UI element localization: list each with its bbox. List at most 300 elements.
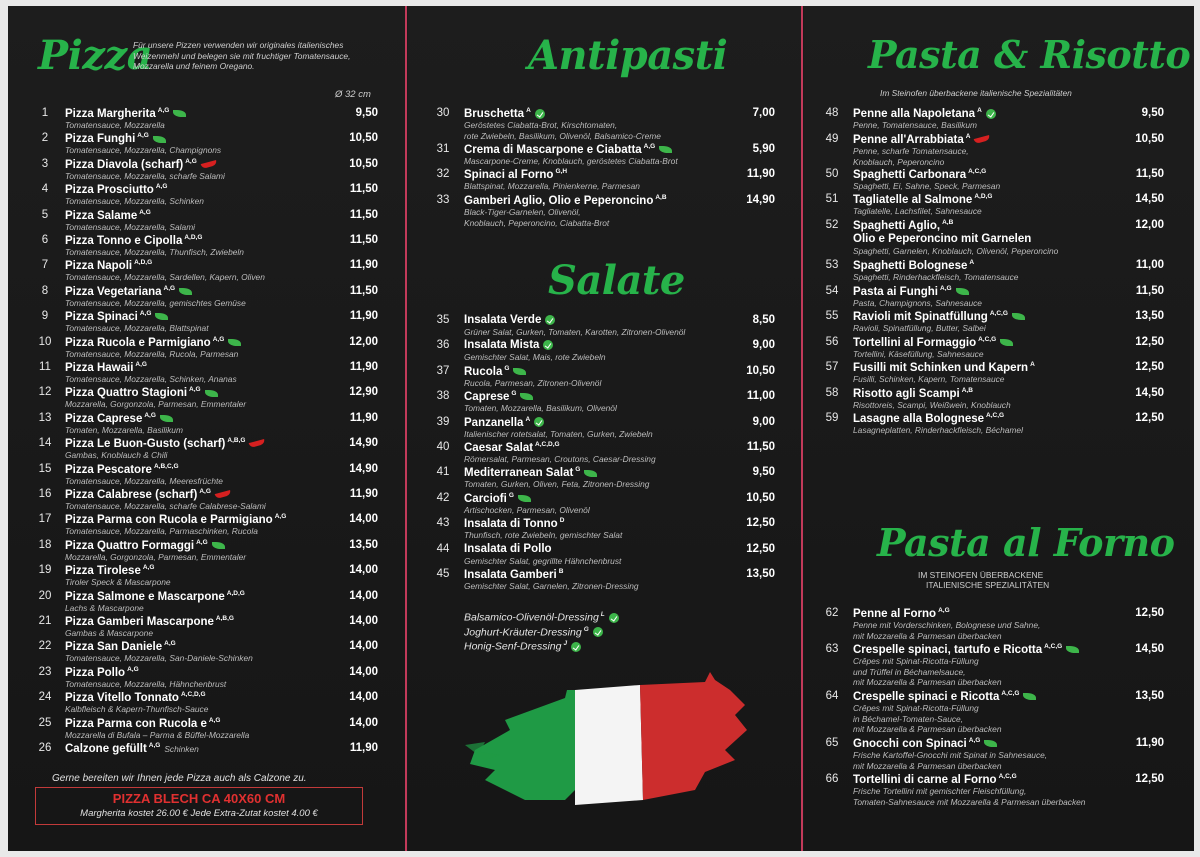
- leaf-icon: [1066, 646, 1079, 653]
- allergen-codes: A,G: [139, 208, 151, 216]
- item-name-text: Crespelle spinaci, tartufo e Ricotta: [853, 643, 1043, 656]
- leaf-icon: [518, 495, 531, 502]
- item-name-text: Pizza Parma con Rucola e Parmigiano: [65, 514, 273, 527]
- item-name-text: Spaghetti Bolognese: [853, 259, 968, 272]
- item-price: 13,50: [1135, 310, 1164, 322]
- item-number: 45: [436, 568, 450, 580]
- allergen-codes: A,G: [164, 640, 176, 648]
- item-name-text: Carciofi: [464, 492, 507, 505]
- chili-icon: [215, 490, 232, 499]
- item-description: Crêpes mit Spinat-Ricotta-Füllung: [853, 703, 979, 713]
- item-description: Tomatensauce, Mozzarella: [65, 120, 165, 130]
- item-name: [464, 466, 597, 479]
- allergen-codes: A,C,G: [989, 310, 1008, 317]
- item-price: 14,00: [349, 691, 378, 704]
- item-price: 11,90: [349, 742, 378, 754]
- allergen-codes: A,C,G: [1044, 643, 1063, 650]
- item-price: 10,50: [746, 364, 775, 377]
- allergen-codes: A: [977, 107, 982, 114]
- item-name-text: Pizza Vitello Tonnato: [65, 692, 179, 705]
- item-name-text: Tortellini al Formaggio: [853, 336, 977, 349]
- leaf-icon: [520, 393, 533, 400]
- item-name-text: Pizza Quattro Formaggi: [65, 539, 195, 552]
- item-price: 13,50: [746, 568, 775, 580]
- item-number: 32: [436, 168, 450, 180]
- item-number: 22: [38, 640, 52, 653]
- item-number: 42: [436, 491, 450, 504]
- chili-icon: [200, 160, 217, 169]
- item-price: 9,50: [1141, 107, 1164, 119]
- pizza-title: Pizza: [38, 32, 153, 79]
- item-number: 54: [825, 285, 839, 297]
- item-price: 11,90: [349, 361, 378, 373]
- item-name: [464, 365, 526, 378]
- item-description: Tomatensauce, Mozzarella, scharfe Salami: [65, 170, 225, 181]
- allergen-codes: A,G: [940, 285, 952, 292]
- vegan-icon: [986, 109, 996, 119]
- item-price: 10,50: [349, 132, 378, 145]
- vegan-icon: [593, 627, 603, 637]
- allergen-codes: A,B,G: [227, 437, 246, 445]
- item-price: 11,50: [349, 234, 378, 246]
- allergen-codes: A,B,G: [215, 615, 234, 622]
- item-description: Tomatensauce, Mozzarella, San-Daniele-Schinken: [65, 653, 253, 664]
- item-number: 23: [38, 665, 52, 678]
- item-description: Gambas & Mascarpone: [65, 628, 153, 638]
- item-name: [65, 361, 147, 374]
- item-description: Mascarpone-Creme, Knoblauch, geröstetes Ciabatta-Brot: [464, 156, 678, 166]
- item-number: 63: [825, 643, 839, 655]
- item-name: [65, 310, 168, 323]
- item-price: 10,50: [1135, 133, 1164, 145]
- leaf-icon: [513, 368, 526, 375]
- item-description: Gemischter Salat, Garnelen, Zitronen-Dressing: [464, 581, 639, 591]
- item-name-text: Caesar Salat: [464, 441, 534, 454]
- item-name: [853, 219, 953, 232]
- item-number: 12: [38, 386, 52, 399]
- item-number: 43: [436, 517, 450, 530]
- item-description: Tortellini, Käsefüllung, Sahnesauce: [853, 349, 984, 359]
- allergen-codes: A,G: [212, 335, 225, 343]
- chili-icon: [249, 439, 266, 448]
- leaf-icon: [1023, 693, 1036, 700]
- item-name: [853, 607, 950, 620]
- item-name-text: Pizza Hawaii: [65, 361, 134, 374]
- item-price: 11,90: [349, 259, 378, 272]
- item-name: [65, 107, 186, 120]
- item-description: Römersalat, Parmesan, Croutons, Caesar-Dressing: [464, 454, 656, 464]
- antipasti-title: Antipasti: [528, 32, 728, 79]
- allergen-codes: A,G: [139, 310, 152, 318]
- leaf-icon: [584, 470, 597, 477]
- item-name-text: Penne all'Arrabbiata: [853, 133, 964, 146]
- item-price: 11,50: [746, 441, 775, 453]
- item-price: 14,00: [349, 564, 378, 577]
- item-name-text: Insalata Mista: [464, 339, 540, 352]
- item-name: [853, 133, 990, 146]
- item-name: [65, 640, 176, 653]
- leaf-icon: [956, 288, 969, 295]
- item-description: in Béchamel-Tomaten-Sauce,: [853, 713, 964, 724]
- item-price: 12,50: [1135, 336, 1164, 348]
- item-description: Tomatensauce, Mozzarella, scharfe Calabrese-Salami: [65, 501, 266, 511]
- item-price: 5,90: [752, 143, 775, 155]
- item-price: 9,50: [355, 107, 378, 119]
- item-price: 11,90: [746, 168, 775, 180]
- allergen-codes: G: [504, 364, 510, 372]
- pizza-size-label: Ø 32 cm: [335, 89, 371, 100]
- item-description: Knoblauch, Peperoncino: [853, 156, 945, 167]
- item-description: Spaghetti, Rinderhackfleisch, Tomatensauce: [853, 272, 1019, 282]
- vegan-icon: [571, 642, 581, 652]
- item-name-text: Crema di Mascarpone e Ciabatta: [464, 143, 642, 156]
- item-description: Knoblauch, Peperoncino, Ciabatta-Brot: [464, 217, 610, 228]
- item-number: 9: [41, 310, 49, 323]
- item-name-text: Pizza Margherita: [65, 107, 156, 120]
- item-price: 12,50: [1135, 412, 1164, 424]
- item-description: Gambas, Knoblauch & Chili: [65, 450, 168, 461]
- allergen-codes: A,G: [643, 143, 656, 150]
- allergen-codes: A: [1030, 361, 1035, 368]
- item-description: Mozzarella, Gorgonzola, Parmesan, Emmentaler: [65, 551, 247, 562]
- item-number: 13: [38, 411, 52, 424]
- item-name-text: Pizza Caprese: [65, 412, 143, 425]
- item-name: [853, 773, 1017, 786]
- item-number: 55: [825, 310, 839, 322]
- vegan-icon: [545, 315, 555, 325]
- item-number: 39: [436, 415, 450, 428]
- item-description: Tomaten, Mozzarella, Basilikum: [65, 424, 183, 435]
- item-number: 6: [41, 234, 49, 246]
- item-name-text: Tortellini di carne al Forno: [853, 773, 997, 786]
- item-name-text: Pizza Spinaci: [65, 311, 138, 324]
- item-description: Lasagneplatten, Rinderhackfleisch, Béchamel: [853, 425, 1023, 435]
- item-number: 64: [825, 690, 839, 702]
- allergen-codes: A: [525, 415, 531, 423]
- vegan-icon: [535, 109, 545, 119]
- item-description: Fusilli, Schinken, Kapern, Tomatensauce: [853, 374, 1005, 384]
- item-name-text: Pizza Quattro Stagioni: [65, 387, 188, 400]
- item-price: 14,50: [1135, 387, 1164, 399]
- item-description: Tomatensauce, Mozzarella, Champignons: [65, 145, 222, 156]
- item-name: [65, 285, 192, 298]
- allergen-codes: A,C,G: [986, 412, 1005, 419]
- item-description: Risottoreis, Scampi, Weißwein, Knoblauch: [853, 400, 1011, 410]
- item-name: [464, 168, 567, 181]
- item-name-text: Pasta ai Funghi: [853, 285, 938, 298]
- leaf-icon: [984, 740, 997, 747]
- item-name-text: Spinaci al Forno: [464, 168, 554, 181]
- item-description: mit Mozzarella & Parmesan überbacken: [853, 760, 1002, 771]
- item-description: mit Mozzarella & Parmesan überbacken: [853, 677, 1002, 687]
- item-name: [65, 412, 173, 425]
- item-number: 17: [38, 513, 52, 526]
- item-number: 21: [38, 615, 52, 627]
- item-description: Tomaten, Gurken, Oliven, Feta, Zitronen-Dressing: [464, 479, 650, 490]
- allergen-codes: A,B: [961, 387, 973, 394]
- item-name-text: Fusilli mit Schinken und Kapern: [853, 361, 1029, 374]
- vegan-icon: [543, 340, 553, 350]
- item-name-text: Insalata di Pollo: [464, 542, 552, 555]
- item-name-text: Pizza Gamberi Mascarpone: [65, 615, 214, 628]
- allergen-codes: J: [563, 640, 568, 647]
- allergen-codes: A,G: [274, 513, 287, 521]
- item-name-text: Lasagne alla Bolognese: [853, 412, 985, 425]
- allergen-codes: A,G: [968, 737, 981, 744]
- allergen-codes: A,B: [942, 219, 954, 226]
- item-number: 49: [825, 133, 839, 145]
- item-name-text: Risotto agli Scampi: [853, 387, 960, 400]
- item-description: Blattspinat, Mozzarella, Pinienkerne, Parmesan: [464, 181, 640, 191]
- allergen-codes: A,G: [135, 361, 147, 368]
- item-description: Mozzarella di Bufala – Parma & Büffel-Mozzarella: [65, 729, 250, 740]
- item-name: [65, 615, 234, 628]
- pizza-intro: Für unsere Pizzen verwenden wir originales italienisches Weizenmehl und belegen sie mit fruchtiger Tomatensauce, Mozzarella und feinem Oregano.: [133, 40, 351, 71]
- item-name-text: Pizza Tonno e Cipolla: [65, 234, 183, 247]
- chili-icon: [974, 135, 991, 144]
- item-name-text: Pizza Diavola (scharf): [65, 158, 184, 171]
- item-number: 30: [436, 107, 450, 119]
- item-number: 53: [825, 259, 839, 271]
- item-number: 35: [436, 314, 450, 326]
- item-number: 11: [39, 361, 51, 373]
- item-description: Tomatensauce, Mozzarella, Thunfisch, Zwiebeln: [65, 247, 244, 257]
- leaf-icon: [659, 146, 672, 153]
- allergen-codes: A,C,G: [968, 168, 987, 175]
- item-price: 14,00: [349, 589, 378, 602]
- item-price: 13,50: [1135, 690, 1164, 702]
- item-price: 14,00: [349, 640, 378, 653]
- leaf-icon: [1012, 313, 1025, 320]
- item-description: Thunfisch, rote Zwiebeln, gemischter Salat: [464, 530, 623, 541]
- item-price: 11,50: [349, 208, 378, 221]
- item-price: 8,50: [752, 314, 775, 326]
- item-price: 14,00: [349, 665, 378, 678]
- item-name: [464, 441, 560, 454]
- item-number: 50: [825, 168, 839, 180]
- item-number: 3: [41, 157, 49, 170]
- item-price: 12,50: [1135, 607, 1164, 619]
- allergen-codes: G: [511, 390, 517, 398]
- item-price: 12,00: [1135, 219, 1164, 231]
- item-number: 18: [38, 538, 52, 551]
- item-description: Tomatensauce, Mozzarella, Salami: [65, 221, 196, 232]
- item-price: 14,50: [1135, 193, 1164, 205]
- pasta-title: Pasta & Risotto: [868, 32, 1191, 77]
- item-number: 8: [41, 284, 49, 297]
- item-name-text: Spaghetti Carbonara: [853, 168, 967, 181]
- allergen-codes: A,G: [163, 284, 176, 292]
- item-name-text: Penne al Forno: [853, 607, 937, 620]
- item-description: Geröstetes Ciabatta-Brot, Kirschtomaten,: [464, 120, 618, 130]
- item-description: Tomatensauce, Mozzarella, Parmaschinken, Rucola: [65, 526, 258, 537]
- item-number: 44: [436, 542, 450, 555]
- allergen-codes: G,H: [555, 168, 568, 175]
- item-price: 14,00: [349, 615, 378, 627]
- allergen-codes: A,C,D,G: [180, 691, 206, 699]
- item-number: 40: [436, 441, 450, 453]
- item-description: Tomatensauce, Mozzarella, Rucola, Parmesan: [65, 348, 239, 359]
- item-name: [853, 107, 996, 120]
- italian-flag-graphic: [465, 660, 755, 810]
- item-name: [464, 492, 531, 505]
- item-name-text: Pizza Napoli: [65, 260, 133, 273]
- item-description: Penne mit Vorderschinken, Bolognese und Sahne,: [853, 620, 1041, 630]
- item-name: [65, 386, 218, 399]
- item-number: 51: [825, 193, 839, 205]
- allergen-codes: A,C,G: [1001, 690, 1020, 697]
- item-number: 58: [825, 387, 839, 399]
- vegan-icon: [534, 417, 544, 427]
- allergen-codes: A,C,G: [978, 336, 997, 343]
- item-number: 57: [825, 361, 839, 373]
- allergen-codes: G: [508, 491, 514, 499]
- allergen-codes: A,G: [189, 386, 201, 394]
- item-name-text: Pizza Le Buon-Gusto (scharf): [65, 438, 226, 451]
- item-number: 36: [436, 339, 450, 352]
- item-price: 7,00: [752, 107, 775, 119]
- forno-subtitle-1: IM STEINOFEN ÜBERBACKENE: [918, 570, 1044, 580]
- dressing-item: [464, 611, 619, 624]
- leaf-icon: [228, 339, 241, 346]
- item-number: 15: [38, 462, 52, 475]
- item-description: Tomatensauce, Mozzarella, Schinken: [65, 196, 204, 207]
- item-name: [853, 193, 992, 206]
- item-description: mit Mozzarella & Parmesan überbacken: [853, 630, 1002, 641]
- item-description: Spaghetti, Ei, Sahne, Speck, Parmesan: [853, 181, 1001, 191]
- allergen-codes: G: [575, 466, 581, 474]
- allergen-codes: A,G: [185, 157, 197, 165]
- item-description: Tagliatelle, Lachsfilet, Sahnesauce: [853, 206, 982, 216]
- item-number: 4: [41, 183, 49, 196]
- item-price: 12,50: [746, 517, 775, 530]
- item-name: [853, 361, 1035, 374]
- item-name-text: Crespelle spinaci e Ricotta: [853, 690, 1000, 703]
- item-price: 11,50: [349, 284, 378, 297]
- item-description: Penne, Tomatensauce, Basilikum: [853, 120, 977, 130]
- item-description: Pasta, Champignons, Sahnesauce: [853, 298, 982, 308]
- allergen-codes: A: [526, 107, 531, 114]
- allergen-codes: A,G: [199, 488, 211, 495]
- item-name: [464, 517, 564, 530]
- item-price: 14,90: [349, 462, 378, 475]
- item-name-text: Pizza Pollo: [65, 666, 126, 679]
- item-name: [853, 168, 986, 181]
- item-name-text: Pizza Salame: [65, 209, 138, 222]
- item-name: [65, 717, 220, 730]
- item-name: [65, 463, 179, 476]
- item-number: 16: [38, 488, 52, 500]
- allergen-codes: A,D,G: [974, 193, 993, 200]
- item-number: 41: [436, 466, 450, 479]
- allergen-codes: A,G: [155, 183, 168, 191]
- item-description: Ravioli, Spinatfüllung, Butter, Salbei: [853, 323, 986, 333]
- item-name-text: Bruschetta: [464, 107, 525, 120]
- item-description: Tiroler Speck & Mascarpone: [65, 577, 171, 588]
- item-number: 65: [825, 737, 839, 749]
- pizza-blech-title: PIZZA BLECH CA 40X60 CM: [112, 791, 286, 806]
- dressing-name: Balsamico-Olivenöl-Dressing: [464, 611, 599, 624]
- item-name: [464, 194, 667, 207]
- item-description: Frische Tortellini mit gemischter Fleischfüllung,: [853, 786, 1027, 796]
- allergen-codes: A,D,G: [226, 589, 245, 597]
- item-description: rote Zwiebeln, Basilikum, Olivenöl, Balsamico-Creme: [464, 130, 661, 141]
- item-name: [65, 539, 225, 552]
- salate-title: Salate: [548, 257, 685, 304]
- item-price: 9,50: [752, 466, 775, 479]
- item-price: 12,50: [1135, 773, 1164, 785]
- item-description: Italienischer rotetsalat, Tomaten, Gurken, Zwiebeln: [464, 428, 653, 439]
- item-number: 1: [41, 107, 49, 119]
- item-name-text: Pizza San Daniele: [65, 641, 163, 654]
- item-description: Gemischter Salat, gegrillte Hähnchenbrust: [464, 555, 622, 566]
- allergen-codes: A,G: [157, 107, 170, 114]
- item-price: 9,00: [752, 415, 775, 428]
- item-price: 11,00: [746, 390, 775, 403]
- allergen-codes: G: [583, 625, 589, 633]
- item-name: [65, 209, 151, 222]
- item-name: [853, 336, 1013, 349]
- item-name: [65, 132, 166, 145]
- dressing-name: Joghurt-Kräuter-Dressing: [464, 626, 582, 638]
- allergen-codes: A,B,C,G: [153, 462, 179, 470]
- item-price: 11,90: [349, 488, 378, 500]
- item-price: 14,90: [746, 194, 775, 206]
- leaf-icon: [205, 390, 218, 397]
- item-name-text: Gamberi Aglio, Olio e Peperoncino: [464, 194, 654, 207]
- pizza-blech-box: [35, 787, 363, 825]
- item-name-text: Ravioli mit Spinatfüllung: [853, 310, 988, 323]
- item-name-text: Pizza Tirolese: [65, 565, 141, 578]
- item-name-line2: Olio e Peperoncino mit Garnelen: [853, 233, 1032, 245]
- item-price: 14,00: [349, 513, 378, 526]
- item-description: Tomatensauce, Mozzarella, Schinken, Ananas: [65, 374, 237, 384]
- item-number: 31: [436, 143, 450, 155]
- dressing-item: [464, 626, 603, 639]
- dressing-name: Honig-Senf-Dressing: [464, 640, 562, 653]
- item-price: 12,50: [1135, 361, 1164, 373]
- item-name: [853, 737, 997, 750]
- column-divider: [801, 6, 803, 851]
- allergen-codes: A: [969, 259, 975, 266]
- item-price: 11,50: [1135, 168, 1164, 180]
- item-name-text: Pizza Vegetariana: [65, 285, 162, 298]
- item-name-text: Rucola: [464, 365, 503, 378]
- item-number: 5: [41, 208, 49, 221]
- item-description: Grüner Salat, Gurken, Tomaten, Karotten, Zitronen-Olivenöl: [464, 327, 686, 337]
- item-name: [65, 513, 286, 526]
- item-price: 11,90: [1135, 737, 1164, 749]
- item-name-text: Insalata Gamberi: [464, 568, 557, 581]
- forno-title: Pasta al Forno: [877, 520, 1175, 565]
- forno-subtitle-2: ITALIENISCHE SPEZIALITÄTEN: [926, 580, 1050, 590]
- allergen-codes: A,G: [148, 742, 161, 749]
- item-description: Crêpes mit Spinat-Ricotta-Füllung: [853, 656, 979, 666]
- item-inline-note: Schinken: [164, 743, 199, 754]
- item-number: 33: [436, 194, 450, 206]
- item-price: 11,00: [1135, 259, 1164, 271]
- item-name-text: Tagliatelle al Salmone: [853, 193, 973, 206]
- item-number: 59: [825, 412, 839, 424]
- item-name: [65, 259, 152, 272]
- item-number: 10: [38, 335, 52, 348]
- item-number: 2: [41, 132, 49, 145]
- item-name: [853, 387, 973, 400]
- item-price: 12,50: [746, 542, 775, 555]
- item-price: 14,00: [349, 716, 378, 729]
- allergen-codes: A,G: [938, 607, 950, 614]
- item-number: 38: [436, 390, 450, 403]
